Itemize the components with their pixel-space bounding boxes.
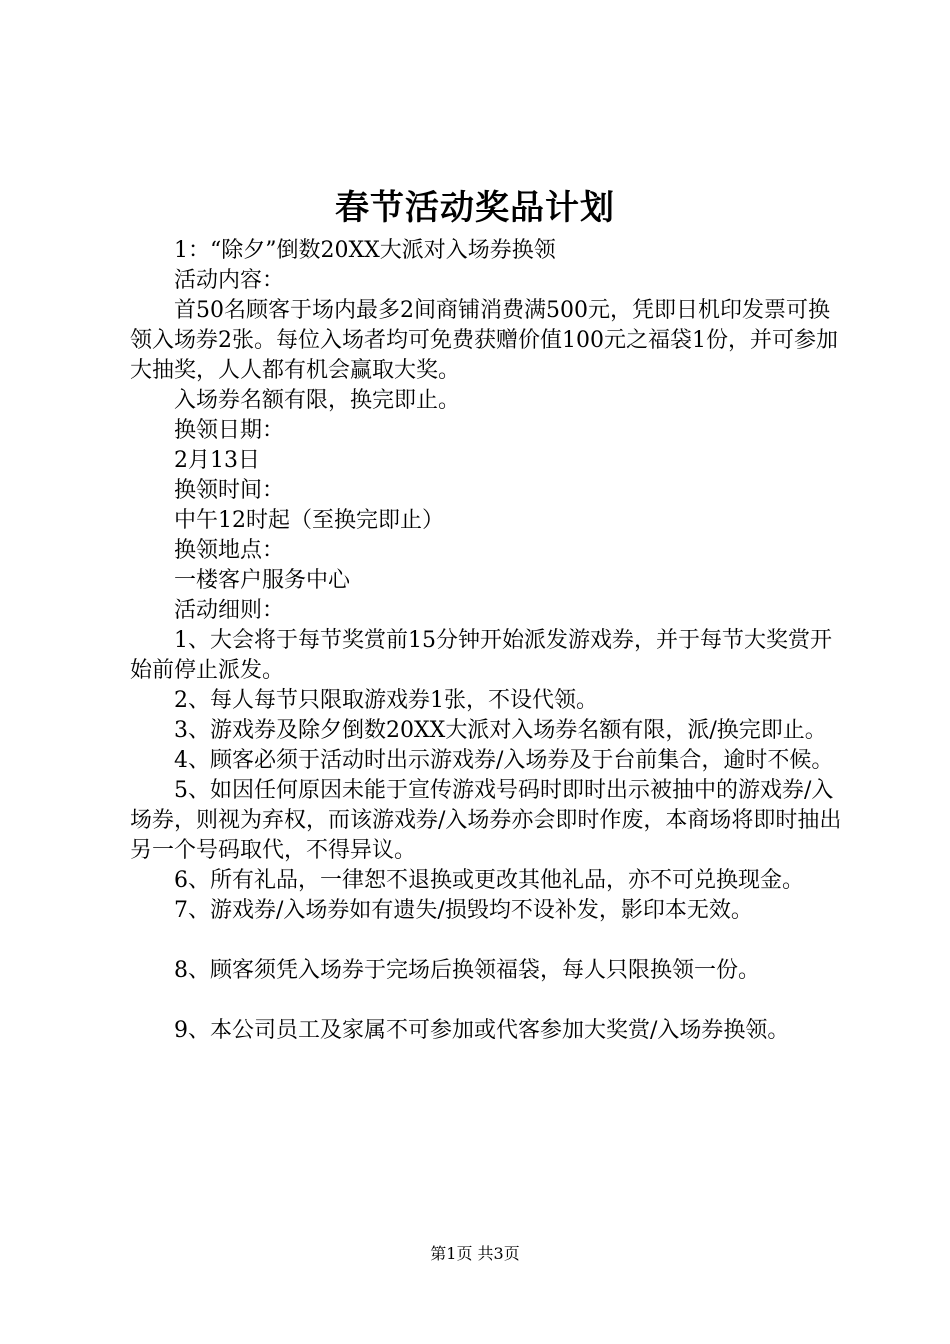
paragraph-rule-4: 4、顾客必须于活动时出示游戏券/入场券及于台前集合，逾时不候。 [174, 748, 834, 773]
paragraph-rule-9: 9、本公司员工及家属不可参加或代客参加大奖赏/入场券换领。 [174, 1018, 790, 1043]
page-number-footer: 第1页 共3页 [430, 1244, 520, 1263]
paragraph-rule-1: 1、大会将于每节奖赏前15分钟开始派发游戏券，并于每节大奖赏开始前停止派发。 [130, 628, 832, 683]
paragraph-redeem-location-label: 换领地点： [174, 538, 285, 563]
paragraph-redeem-date: 2月13日 [174, 448, 260, 473]
paragraph-rule-3: 3、游戏券及除夕倒数20XX大派对入场券名额有限，派/换完即止。 [174, 718, 827, 743]
paragraph-redeem-location: 一楼客户服务中心 [174, 568, 351, 593]
paragraph-rule-7: 7、游戏券/入场券如有遗失/损毁均不设补发，影印本无效。 [174, 898, 753, 923]
paragraph-redeem-time: 中午12时起（至换完即止） [174, 508, 444, 533]
paragraph-redeem-time-label: 换领时间： [174, 478, 285, 503]
document-title: 春节活动奖品计划 [335, 188, 615, 228]
document-body [130, 236, 842, 1046]
paragraph-rule-5: 5、如因任何原因未能于宣传游戏号码时即时出示被抽中的游戏券/入场券，则视为弃权，而该游戏券/入场券亦会即时作废，本商场将即时抽出另一个号码取代，不得异议。 [130, 778, 842, 863]
paragraph-rule-2: 2、每人每节只限取游戏券1张，不设代领。 [174, 688, 598, 713]
paragraph-limited-quota: 入场券名额有限，换完即止。 [174, 388, 461, 413]
paragraph-rules-label: 活动细则： [174, 598, 285, 623]
paragraph-activity-content: 首50名顾客于场内最多2间商铺消费满500元，凭即日机印发票可换领入场券2张。每位入场者均可免费获赠价值100元之福袋1份，并可参加大抽奖，人人都有机会赢取大奖。 [130, 298, 838, 383]
paragraph-item-1: 1：“除夕”倒数20XX大派对入场券换领 [174, 238, 556, 263]
paragraph-rule-8: 8、顾客须凭入场券于完场后换领福袋，每人只限换领一份。 [174, 958, 760, 983]
paragraph-rule-6: 6、所有礼品，一律恕不退换或更改其他礼品，亦不可兑换现金。 [174, 868, 804, 893]
paragraph-redeem-date-label: 换领日期： [174, 418, 285, 443]
paragraph-activity-content-label: 活动内容： [174, 268, 285, 293]
